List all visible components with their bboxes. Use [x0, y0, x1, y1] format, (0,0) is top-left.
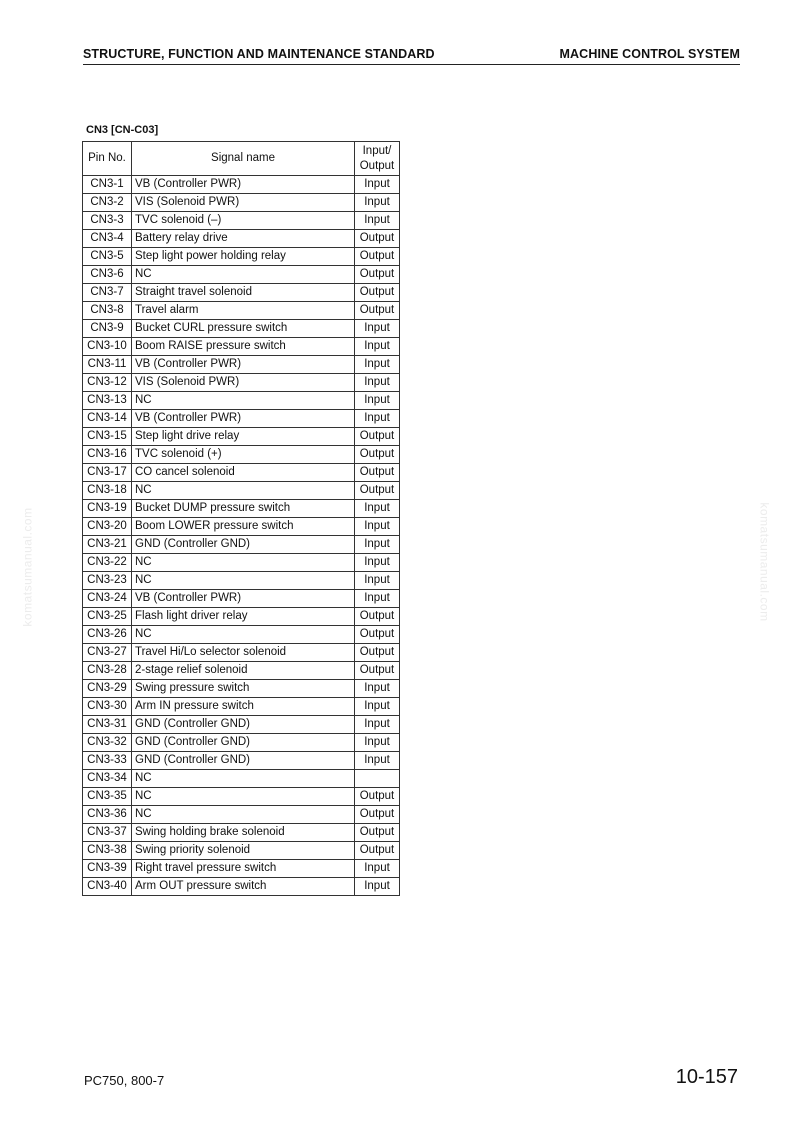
- io-cell: Output: [355, 266, 400, 284]
- pin-cell: CN3-37: [83, 824, 132, 842]
- io-cell: Input: [355, 734, 400, 752]
- signal-cell: NC: [132, 806, 355, 824]
- signal-cell: Battery relay drive: [132, 230, 355, 248]
- pin-cell: CN3-11: [83, 356, 132, 374]
- table-row: [83, 860, 400, 878]
- pin-cell: CN3-21: [83, 536, 132, 554]
- pin-cell: CN3-31: [83, 716, 132, 734]
- table-row: [83, 356, 400, 374]
- pin-cell: CN3-6: [83, 266, 132, 284]
- io-cell: Output: [355, 806, 400, 824]
- pin-cell: CN3-20: [83, 518, 132, 536]
- table-row: [83, 410, 400, 428]
- table-row: [83, 284, 400, 302]
- table-row: [83, 464, 400, 482]
- signal-cell: GND (Controller GND): [132, 536, 355, 554]
- page-header: [83, 46, 740, 65]
- signal-cell: TVC solenoid (+): [132, 446, 355, 464]
- table-row: [83, 500, 400, 518]
- table-title: CN3 [CN-C03]: [86, 124, 159, 136]
- pin-cell: CN3-36: [83, 806, 132, 824]
- signal-cell: Straight travel solenoid: [132, 284, 355, 302]
- table-row: [83, 572, 400, 590]
- io-cell: Output: [355, 230, 400, 248]
- io-cell: Output: [355, 788, 400, 806]
- table-row: [83, 338, 400, 356]
- io-cell: Input: [355, 374, 400, 392]
- io-cell: Output: [355, 842, 400, 860]
- pin-cell: CN3-34: [83, 770, 132, 788]
- pin-cell: CN3-27: [83, 644, 132, 662]
- signal-cell: Boom LOWER pressure switch: [132, 518, 355, 536]
- table-row: [83, 176, 400, 194]
- table-row: [83, 842, 400, 860]
- pin-cell: CN3-29: [83, 680, 132, 698]
- signal-cell: Swing pressure switch: [132, 680, 355, 698]
- signal-cell: Bucket DUMP pressure switch: [132, 500, 355, 518]
- io-cell: Output: [355, 302, 400, 320]
- io-cell: Input: [355, 194, 400, 212]
- table-row: [83, 878, 400, 896]
- table-row: [83, 266, 400, 284]
- io-cell: Input: [355, 410, 400, 428]
- signal-cell: VB (Controller PWR): [132, 176, 355, 194]
- signal-cell: Arm OUT pressure switch: [132, 878, 355, 896]
- table-row: [83, 824, 400, 842]
- table-row: [83, 734, 400, 752]
- io-cell: Input: [355, 698, 400, 716]
- pin-cell: CN3-35: [83, 788, 132, 806]
- table-row: [83, 806, 400, 824]
- io-cell: Input: [355, 518, 400, 536]
- pin-cell: CN3-17: [83, 464, 132, 482]
- table-row: [83, 230, 400, 248]
- io-cell: Output: [355, 428, 400, 446]
- io-cell: Output: [355, 662, 400, 680]
- signal-cell: CO cancel solenoid: [132, 464, 355, 482]
- io-cell: Output: [355, 446, 400, 464]
- table-row: [83, 536, 400, 554]
- signal-cell: VIS (Solenoid PWR): [132, 194, 355, 212]
- pin-cell: CN3-7: [83, 284, 132, 302]
- table-row: [83, 392, 400, 410]
- table-row: [83, 428, 400, 446]
- io-cell: Output: [355, 824, 400, 842]
- pin-table: [82, 141, 400, 896]
- table-row: [83, 320, 400, 338]
- signal-cell: 2-stage relief solenoid: [132, 662, 355, 680]
- pin-cell: CN3-40: [83, 878, 132, 896]
- io-cell: Input: [355, 590, 400, 608]
- table-row: [83, 446, 400, 464]
- signal-cell: Swing priority solenoid: [132, 842, 355, 860]
- table-header-row: [83, 142, 400, 176]
- signal-cell: Travel Hi/Lo selector solenoid: [132, 644, 355, 662]
- io-cell: Input: [355, 752, 400, 770]
- signal-cell: NC: [132, 266, 355, 284]
- column-header-io-line1: Input/: [362, 144, 392, 157]
- table-row: [83, 626, 400, 644]
- signal-cell: VB (Controller PWR): [132, 356, 355, 374]
- pin-cell: CN3-38: [83, 842, 132, 860]
- signal-cell: GND (Controller GND): [132, 734, 355, 752]
- io-cell: Input: [355, 680, 400, 698]
- signal-cell: VB (Controller PWR): [132, 590, 355, 608]
- pin-cell: CN3-23: [83, 572, 132, 590]
- pin-cell: CN3-12: [83, 374, 132, 392]
- pin-cell: CN3-25: [83, 608, 132, 626]
- pin-cell: CN3-19: [83, 500, 132, 518]
- io-cell: Input: [355, 176, 400, 194]
- table-row: [83, 644, 400, 662]
- pin-cell: CN3-30: [83, 698, 132, 716]
- pin-cell: CN3-22: [83, 554, 132, 572]
- table-body: [83, 176, 400, 896]
- header-section-title: STRUCTURE, FUNCTION AND MAINTENANCE STANDARD: [83, 47, 435, 61]
- signal-cell: Step light power holding relay: [132, 248, 355, 266]
- pin-cell: CN3-39: [83, 860, 132, 878]
- table-row: [83, 698, 400, 716]
- column-header-signal: Signal name: [132, 142, 355, 176]
- pin-cell: CN3-10: [83, 338, 132, 356]
- watermark-right: komatsumanual.com: [757, 502, 772, 622]
- signal-cell: Right travel pressure switch: [132, 860, 355, 878]
- table-row: [83, 770, 400, 788]
- signal-cell: Swing holding brake solenoid: [132, 824, 355, 842]
- signal-cell: Bucket CURL pressure switch: [132, 320, 355, 338]
- io-cell: Input: [355, 554, 400, 572]
- table-row: [83, 788, 400, 806]
- pin-cell: CN3-4: [83, 230, 132, 248]
- table-row: [83, 608, 400, 626]
- io-cell: Input: [355, 878, 400, 896]
- pin-cell: CN3-24: [83, 590, 132, 608]
- column-header-io-line2: Output: [359, 159, 395, 172]
- pin-cell: CN3-14: [83, 410, 132, 428]
- watermark-left: komatsumanual.com: [20, 507, 35, 627]
- table-row: [83, 680, 400, 698]
- signal-cell: NC: [132, 572, 355, 590]
- pin-cell: CN3-9: [83, 320, 132, 338]
- io-cell: Input: [355, 356, 400, 374]
- signal-cell: GND (Controller GND): [132, 716, 355, 734]
- pin-cell: CN3-33: [83, 752, 132, 770]
- signal-cell: GND (Controller GND): [132, 752, 355, 770]
- io-cell: Input: [355, 320, 400, 338]
- signal-cell: NC: [132, 788, 355, 806]
- table-row: [83, 590, 400, 608]
- table-row: [83, 716, 400, 734]
- io-cell: Output: [355, 284, 400, 302]
- io-cell: Input: [355, 338, 400, 356]
- signal-cell: Arm IN pressure switch: [132, 698, 355, 716]
- signal-cell: Step light drive relay: [132, 428, 355, 446]
- io-cell: Output: [355, 482, 400, 500]
- signal-cell: VB (Controller PWR): [132, 410, 355, 428]
- signal-cell: Boom RAISE pressure switch: [132, 338, 355, 356]
- pin-cell: CN3-1: [83, 176, 132, 194]
- io-cell: Input: [355, 572, 400, 590]
- table-row: [83, 518, 400, 536]
- signal-cell: Flash light driver relay: [132, 608, 355, 626]
- pin-cell: CN3-26: [83, 626, 132, 644]
- io-cell: Input: [355, 392, 400, 410]
- io-cell: Input: [355, 536, 400, 554]
- io-cell: Input: [355, 500, 400, 518]
- pin-cell: CN3-16: [83, 446, 132, 464]
- pin-cell: CN3-13: [83, 392, 132, 410]
- io-cell: Input: [355, 212, 400, 230]
- table-row: [83, 212, 400, 230]
- column-header-pin: Pin No.: [83, 142, 132, 176]
- signal-cell: NC: [132, 482, 355, 500]
- table-row: [83, 248, 400, 266]
- io-cell: Input: [355, 860, 400, 878]
- column-header-io: [355, 142, 400, 176]
- signal-cell: NC: [132, 392, 355, 410]
- pin-cell: CN3-5: [83, 248, 132, 266]
- table-row: [83, 194, 400, 212]
- signal-cell: VIS (Solenoid PWR): [132, 374, 355, 392]
- signal-cell: NC: [132, 554, 355, 572]
- signal-cell: Travel alarm: [132, 302, 355, 320]
- header-chapter-title: MACHINE CONTROL SYSTEM: [559, 47, 740, 61]
- signal-cell: NC: [132, 626, 355, 644]
- pin-cell: CN3-2: [83, 194, 132, 212]
- pin-cell: CN3-28: [83, 662, 132, 680]
- io-cell: Input: [355, 716, 400, 734]
- table-row: [83, 662, 400, 680]
- table-row: [83, 302, 400, 320]
- table-row: [83, 752, 400, 770]
- io-cell: Output: [355, 248, 400, 266]
- signal-cell: NC: [132, 770, 355, 788]
- signal-cell: TVC solenoid (–): [132, 212, 355, 230]
- pin-cell: CN3-3: [83, 212, 132, 230]
- pin-cell: CN3-18: [83, 482, 132, 500]
- pin-cell: CN3-15: [83, 428, 132, 446]
- table-row: [83, 482, 400, 500]
- io-cell: [355, 770, 400, 788]
- io-cell: Output: [355, 608, 400, 626]
- footer-model: PC750, 800-7: [84, 1073, 165, 1088]
- io-cell: Output: [355, 464, 400, 482]
- io-cell: Output: [355, 644, 400, 662]
- io-cell: Output: [355, 626, 400, 644]
- footer-page-number: 10-157: [675, 1066, 738, 1088]
- pin-cell: CN3-8: [83, 302, 132, 320]
- table-row: [83, 554, 400, 572]
- table-row: [83, 374, 400, 392]
- pin-cell: CN3-32: [83, 734, 132, 752]
